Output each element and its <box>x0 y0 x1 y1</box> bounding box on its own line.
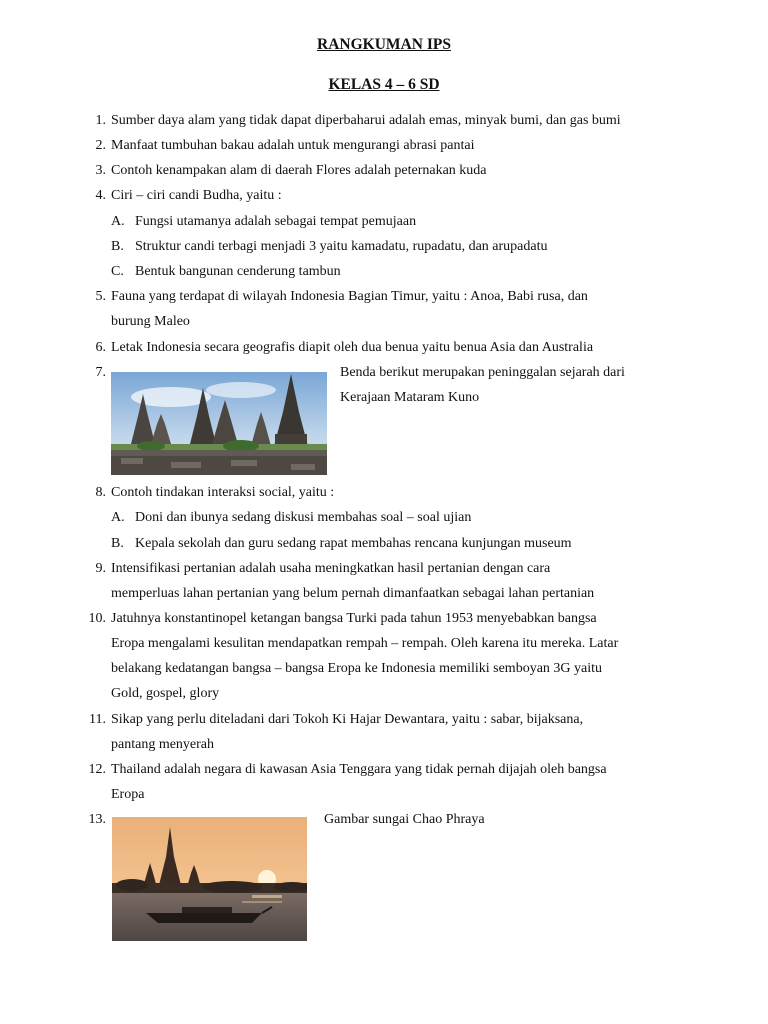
document-title: RANGKUMAN IPS <box>317 36 451 53</box>
item-5-line-2: burung Maleo <box>111 314 190 329</box>
item-7-side-line-1: Benda berikut merupakan peninggalan sejarah dari <box>340 365 625 380</box>
item-7-side-line-2: Kerajaan Mataram Kuno <box>340 390 480 405</box>
item-number-8: 8. <box>95 485 106 500</box>
item-13-side-line-1: Gambar sungai Chao Phraya <box>324 812 485 827</box>
item-11-line-2: pantang menyerah <box>111 737 215 752</box>
item-9-line-2: memperluas lahan pertanian yang belum pernah dimanfaatkan sebagai lahan pertanian <box>111 586 595 601</box>
temple-photo <box>111 372 327 475</box>
item-number-9: 9. <box>95 561 106 576</box>
item-9-line-1: Intensifikasi pertanian adalah usaha meningkatkan hasil pertanian dengan cara <box>111 561 551 576</box>
item-number-6: 6. <box>95 340 106 355</box>
item-11-line-1: Sikap yang perlu diteladani dari Tokoh Ki Hajar Dewantara, yaitu : sabar, bijaksana, <box>111 712 584 727</box>
item-4-sub-c-letter: C. <box>111 264 124 279</box>
item-1-line-1: Sumber daya alam yang tidak dapat diperbaharui adalah emas, minyak bumi, dan gas bumi <box>111 113 621 128</box>
item-12-line-1: Thailand adalah negara di kawasan Asia Tenggara yang tidak pernah dijajah oleh bangsa <box>111 762 607 777</box>
item-number-12: 12. <box>88 762 106 777</box>
river-photo <box>112 817 307 941</box>
item-4-sub-c-text: Bentuk bangunan cenderung tambun <box>135 264 341 279</box>
item-10-line-2: Eropa mengalami kesulitan mendapatkan rempah – rempah. Oleh karena itu mereka. Latar <box>111 636 619 651</box>
item-number-5: 5. <box>95 289 106 304</box>
prambanan-temple-image <box>111 372 327 475</box>
item-5-line-1: Fauna yang terdapat di wilayah Indonesia Bagian Timur, yaitu : Anoa, Babi rusa, dan <box>111 289 588 304</box>
item-number-7: 7. <box>95 365 106 380</box>
item-2-line-1: Manfaat tumbuhan bakau adalah untuk mengurangi abrasi pantai <box>111 138 475 153</box>
item-10-line-4: Gold, gospel, glory <box>111 686 220 701</box>
item-4-line-1: Ciri – ciri candi Budha, yaitu : <box>111 188 282 203</box>
item-number-2: 2. <box>95 138 106 153</box>
item-number-13: 13. <box>88 812 106 827</box>
item-number-11: 11. <box>89 712 106 727</box>
item-3-line-1: Contoh kenampakan alam di daerah Flores adalah peternakan kuda <box>111 163 487 178</box>
item-12-line-2: Eropa <box>111 787 145 802</box>
item-number-3: 3. <box>95 163 106 178</box>
item-8-sub-b-letter: B. <box>111 536 124 551</box>
item-4-sub-b-letter: B. <box>111 239 124 254</box>
document-subtitle: KELAS 4 – 6 SD <box>328 76 440 93</box>
item-4-sub-b-text: Struktur candi terbagi menjadi 3 yaitu kamadatu, rupadatu, dan arupadatu <box>135 239 548 254</box>
item-number-1: 1. <box>95 113 106 128</box>
item-10-line-3: belakang kedatangan bangsa – bangsa Eropa ke Indonesia memiliki semboyan 3G yaitu <box>111 661 603 676</box>
item-4-sub-a-text: Fungsi utamanya adalah sebagai tempat pemujaan <box>135 214 417 229</box>
item-4-sub-a-letter: A. <box>111 214 125 229</box>
item-8-sub-b-text: Kepala sekolah dan guru sedang rapat membahas rencana kunjungan museum <box>135 536 572 551</box>
item-number-4: 4. <box>95 188 106 203</box>
item-8-sub-a-letter: A. <box>111 510 125 525</box>
item-8-sub-a-text: Doni dan ibunya sedang diskusi membahas soal – soal ujian <box>135 510 472 525</box>
item-10-line-1: Jatuhnya konstantinopel ketangan bangsa Turki pada tahun 1953 menyebabkan bangsa <box>111 611 597 626</box>
chao-phraya-river-image <box>112 817 307 941</box>
item-number-10: 10. <box>88 611 106 626</box>
item-6-line-1: Letak Indonesia secara geografis diapit oleh dua benua yaitu benua Asia dan Australia <box>111 340 594 355</box>
item-8-line-1: Contoh tindakan interaksi social, yaitu : <box>111 485 335 500</box>
